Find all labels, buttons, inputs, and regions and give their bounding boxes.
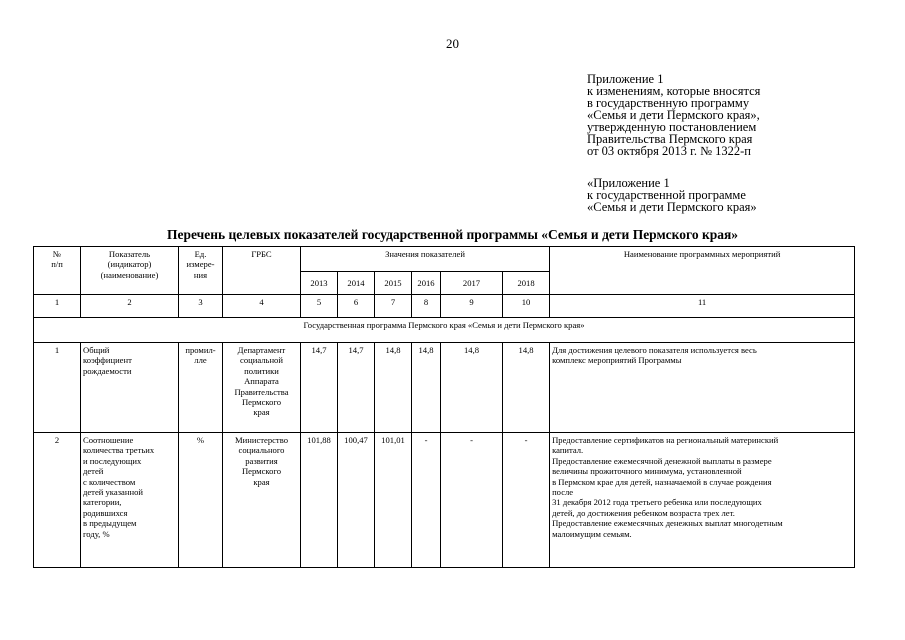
header-year: 2014 — [338, 272, 375, 295]
column-number: 2 — [81, 295, 179, 318]
header-grbs: ГРБС — [223, 247, 301, 295]
header-unit: Ед. измере- ния — [179, 247, 223, 295]
column-number: 9 — [441, 295, 503, 318]
program-name: Государственная программа Пермского края «Семья и дети Пермского края» — [34, 318, 855, 343]
column-numbers-row — [34, 295, 855, 318]
row-value: 101,01 — [375, 433, 412, 568]
header-year: 2013 — [301, 272, 338, 295]
document-title: Перечень целевых показателей государственной программы «Семья и дети Пермского края» — [166, 227, 739, 242]
header-year: 2018 — [503, 272, 550, 295]
row-unit: % — [179, 433, 223, 568]
header-indicator: Показатель (индикатор) (наименование) — [81, 247, 179, 295]
header-year: 2016 — [412, 272, 441, 295]
column-number: 1 — [34, 295, 81, 318]
header-num: № п/п — [34, 247, 81, 295]
row-measures: Для достижения целевого показателя используется весь комплекс мероприятий Программы — [550, 343, 855, 433]
sub-appendix-caption: «Приложение 1 к государственной программе «Семья и дети Пермского края» — [587, 176, 757, 214]
row-value: - — [503, 433, 550, 568]
table-row — [34, 433, 855, 568]
appendix-caption: Приложение 1 к изменениям, которые вносятся в государственную программу «Семья и дети Пермского края», утвержденную постановлением Правительства Пермского края от 03 октября 2013 г. № 1322-п — [587, 72, 761, 158]
column-number: 7 — [375, 295, 412, 318]
row-indicator: Общий коэффициент рождаемости — [81, 343, 179, 433]
column-number: 6 — [338, 295, 375, 318]
header-year: 2017 — [441, 272, 503, 295]
row-value: 14,8 — [441, 343, 503, 433]
row-grbs: Министерство социального развития Пермского края — [223, 433, 301, 568]
row-unit: промил- лле — [179, 343, 223, 433]
row-value: 14,7 — [338, 343, 375, 433]
row-value: 14,8 — [412, 343, 441, 433]
program-row — [34, 318, 855, 343]
row-num: 1 — [34, 343, 81, 433]
row-value: 101,88 — [301, 433, 338, 568]
header-year: 2015 — [375, 272, 412, 295]
row-value: 14,8 — [375, 343, 412, 433]
column-number: 11 — [550, 295, 855, 318]
column-number: 5 — [301, 295, 338, 318]
row-measures: Предоставление сертификатов на региональный материнский капитал. Предоставление ежемесячной денежной выплаты в размере величины прожиточного минимума, установленной в Пермском крае для детей, назначаемой в случае рождения после 31 декабря 2012 года третьего ребенка или последующих детей, до достижения ребенком возраста трех лет. Предоставление ежемесячных денежных выплат многодетным малоимущим семьям. — [550, 433, 855, 568]
table-row — [34, 343, 855, 433]
row-value: 14,7 — [301, 343, 338, 433]
column-number: 8 — [412, 295, 441, 318]
row-value: - — [412, 433, 441, 568]
row-value: - — [441, 433, 503, 568]
indicators-table — [33, 246, 855, 568]
row-value: 100,47 — [338, 433, 375, 568]
row-value: 14,8 — [503, 343, 550, 433]
row-num: 2 — [34, 433, 81, 568]
header-values: Значения показателей — [301, 247, 550, 272]
row-grbs: Департамент социальной политики Аппарата Правительства Пермского края — [223, 343, 301, 433]
header-measures: Наименование программных мероприятий — [550, 247, 855, 295]
column-number: 3 — [179, 295, 223, 318]
column-number: 4 — [223, 295, 301, 318]
page-number: 20 — [446, 36, 459, 51]
row-indicator: Соотношение количества третьих и последующих детей с количеством детей указанной категории, родившихся в предыдущем году, % — [81, 433, 179, 568]
column-number: 10 — [503, 295, 550, 318]
